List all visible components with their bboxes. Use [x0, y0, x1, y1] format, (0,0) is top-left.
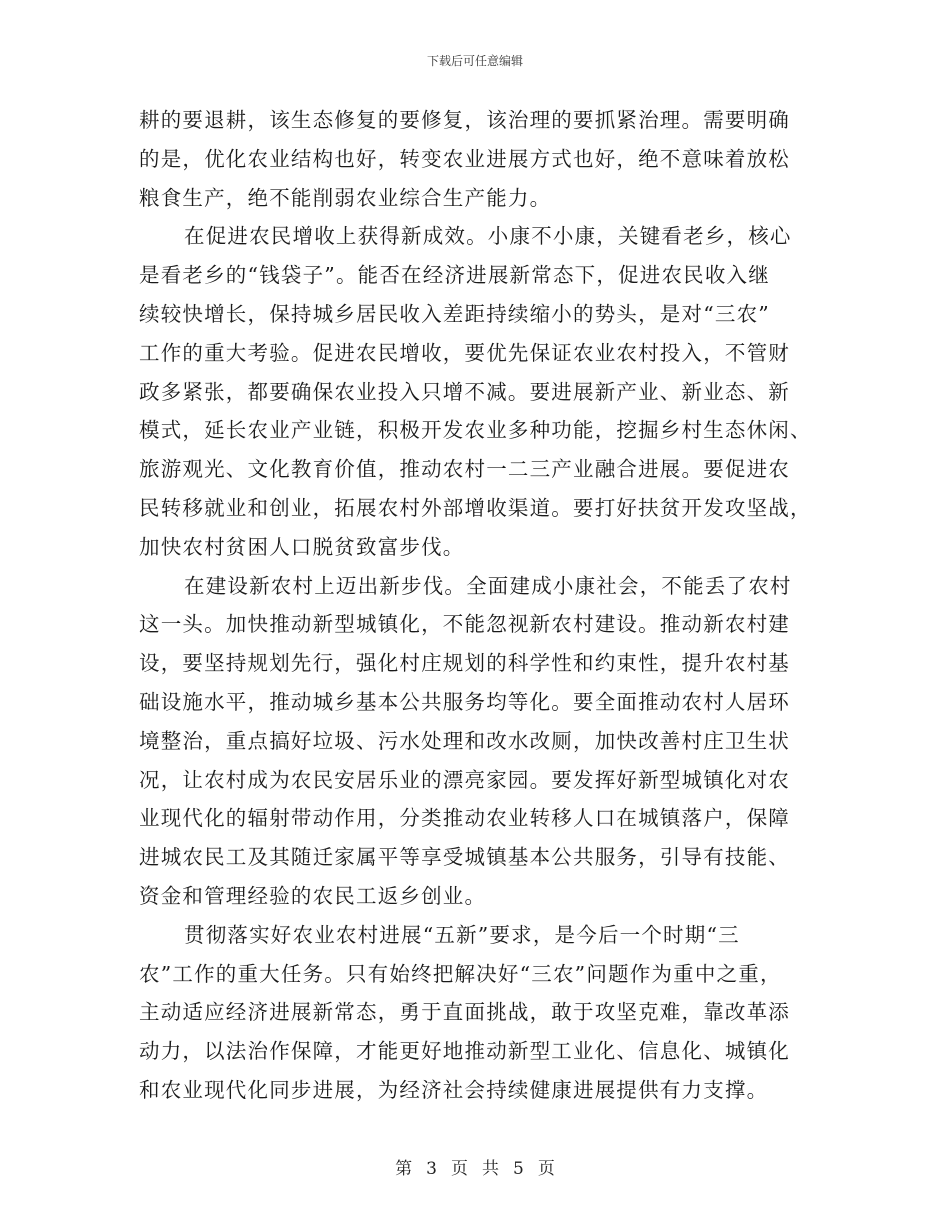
text-line: 政多紧张，都要确保农业投入只增不减。要进展新产业、新业态、新	[139, 379, 790, 404]
document-body	[139, 101, 819, 1110]
text-line: 业现代化的辐射带动作用，分类推动农业转移人口在城镇落户，保障	[139, 806, 790, 831]
text-line: 这一头。加快推动新型城镇化，不能忽视新农村建设。推动新农村建	[139, 612, 790, 637]
text-line: 工作的重大考验。促进农民增收，要优先保证农业农村投入，不管财	[139, 340, 790, 365]
text-line: 农”工作的重大任务。只有始终把解决好“三农”问题作为重中之重，	[139, 961, 782, 986]
text-line: 主动适应经济进展新常态，勇于直面挑战，敢于攻坚克难，靠改革添	[139, 1000, 790, 1025]
text-line: 是看老乡的“钱袋子”。能否在经济进展新常态下，促进农民收入继	[139, 263, 770, 288]
text-line: 旅游观光、文化教育价值，推动农村一二三产业融合进展。要促进农	[139, 457, 790, 482]
text-line: 的是，优化农业结构也好，转变农业进展方式也好，绝不意味着放松	[139, 146, 790, 171]
text-line: 动力，以法治作保障，才能更好地推动新型工业化、信息化、城镇化	[139, 1039, 790, 1064]
text-line: 民转移就业和创业，拓展农村外部增收渠道。要打好扶贫开发攻坚战，	[139, 495, 812, 520]
page-header: 下载后可任意编辑	[426, 54, 523, 68]
text-line: 加快农村贫困人口脱贫致富步伐。	[139, 534, 465, 559]
text-line: 耕的要退耕，该生态修复的要修复，该治理的要抓紧治理。需要明确	[139, 108, 790, 132]
text-line: 进城农民工及其随迁家属平等享受城镇基本公共服务，引导有技能、	[139, 845, 790, 870]
current-page-number: 3	[426, 1159, 437, 1179]
page-label: 页	[451, 1159, 468, 1179]
text-line: 在建设新农村上迈出新步伐。全面建成小康社会，不能丢了农村	[184, 573, 792, 598]
page-number-prefix: 第	[395, 1159, 413, 1179]
text-line: 况，让农村成为农民安居乐业的漂亮家园。要发挥好新型城镇化对农	[139, 767, 790, 792]
text-line: 贯彻落实好农业农村进展“五新”要求，是今后一个时期“三	[184, 922, 740, 947]
text-line: 设，要坚持规划先行，强化村庄规划的科学性和约束性，提升农村基	[139, 651, 790, 676]
text-line: 在促进农民增收上获得新成效。小康不小康，关键看老乡，核心	[184, 224, 792, 249]
text-line: 和农业现代化同步进展，为经济社会持续健康进展提供有力支撑。	[139, 1077, 769, 1102]
text-line: 境整治，重点搞好垃圾、污水处理和改水改厕，加快改善村庄卫生状	[139, 728, 790, 753]
total-pages-prefix: 共	[482, 1159, 499, 1179]
total-pages-label: 页	[537, 1159, 555, 1179]
text-line: 础设施水平，推动城乡基本公共服务均等化。要全面推动农村人居环	[139, 689, 790, 714]
total-page-count: 5	[513, 1159, 524, 1179]
text-line: 粮食生产，绝不能削弱农业综合生产能力。	[139, 185, 552, 210]
text-line: 续较快增长，保持城乡居民收入差距持续缩小的势头，是对“三农”	[139, 301, 770, 326]
text-line: 资金和管理经验的农民工返乡创业。	[139, 883, 487, 908]
page-footer	[0, 1154, 950, 1179]
text-line: 模式，延长农业产业链，积极开发农业多种功能，挖掘乡村生态休闲、	[139, 418, 812, 443]
